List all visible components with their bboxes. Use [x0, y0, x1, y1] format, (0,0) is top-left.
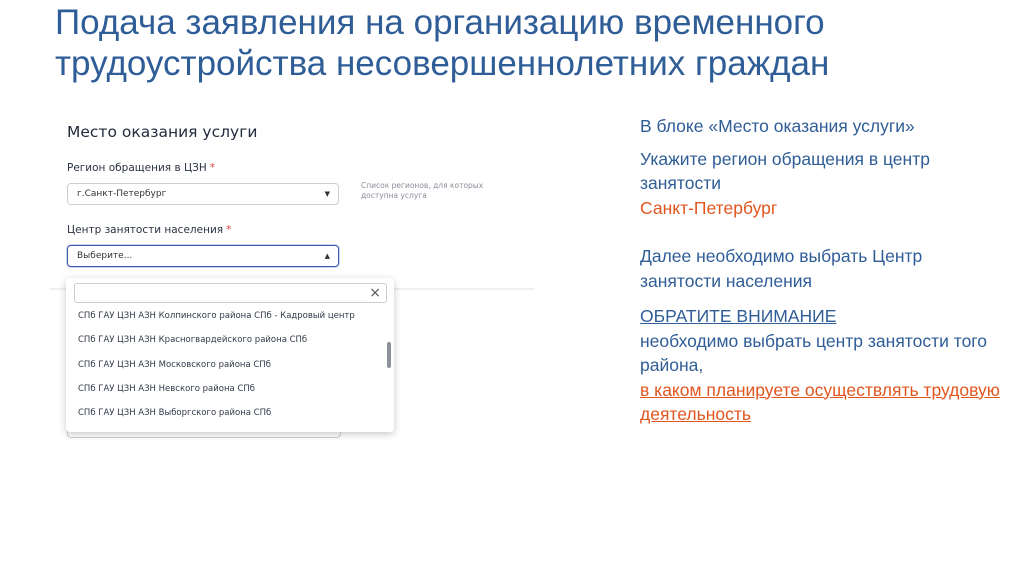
list-item[interactable]: СПб ГАУ ЦЗН АЗН Красногвардейского района СПб: [78, 335, 308, 345]
dropdown-scrollbar[interactable]: [387, 308, 391, 426]
service-location-panel: [50, 112, 534, 462]
scrollbar-thumb[interactable]: [387, 342, 391, 368]
region-label-text: Регион обращения в ЦЗН: [67, 162, 207, 174]
required-mark: *: [226, 224, 232, 236]
dropdown-search-input[interactable]: [74, 283, 387, 303]
center-label-text: Центр занятости населения: [67, 224, 224, 236]
attention-highlight: в каком планируете осуществлять трудовую деятельность: [640, 379, 1000, 424]
close-icon[interactable]: ×: [369, 285, 381, 301]
region-label: [67, 162, 215, 174]
step1-text: Укажите регион обращения в центр занятости: [640, 148, 930, 193]
attention-text: необходимо выбрать центр занятости того района,: [640, 330, 988, 375]
center-select-placeholder: Выберите...: [77, 251, 133, 261]
list-item[interactable]: СПб ГАУ ЦЗН АЗН Московского района СПб: [78, 360, 271, 370]
center-select[interactable]: [67, 245, 339, 267]
slide-title: Подача заявления на организацию временного трудоустройства несовершеннолетних граждан: [55, 3, 830, 83]
list-item[interactable]: СПб ГАУ ЦЗН АЗН Невского района СПб: [78, 384, 256, 394]
chevron-down-icon[interactable]: ▼: [324, 190, 330, 198]
chevron-up-icon[interactable]: ▲: [324, 252, 330, 260]
attention-label: ОБРАТИТЕ ВНИМАНИЕ: [640, 306, 837, 326]
list-item[interactable]: СПб ГАУ ЦЗН АЗН Колпинского района СПб - Кадровый центр: [78, 311, 355, 321]
step1-value: Санкт-Петербург: [640, 197, 778, 218]
center-dropdown-list: [66, 278, 394, 432]
region-select[interactable]: [67, 183, 339, 205]
section-heading: Место оказания услуги: [67, 123, 258, 141]
required-mark: *: [209, 162, 216, 174]
list-item[interactable]: СПб ГАУ ЦЗН АЗН Выборгского района СПб: [78, 408, 272, 418]
instructions: [640, 114, 1000, 427]
center-label: [67, 224, 231, 236]
block-intro: В блоке «Место оказания услуги»: [640, 116, 915, 136]
region-hint: Список регионов, для которых доступна услуга: [361, 181, 484, 200]
step2-text: Далее необходимо выбрать Центр занятости населения: [640, 246, 923, 291]
region-select-value: г.Санкт-Петербург: [77, 189, 167, 199]
